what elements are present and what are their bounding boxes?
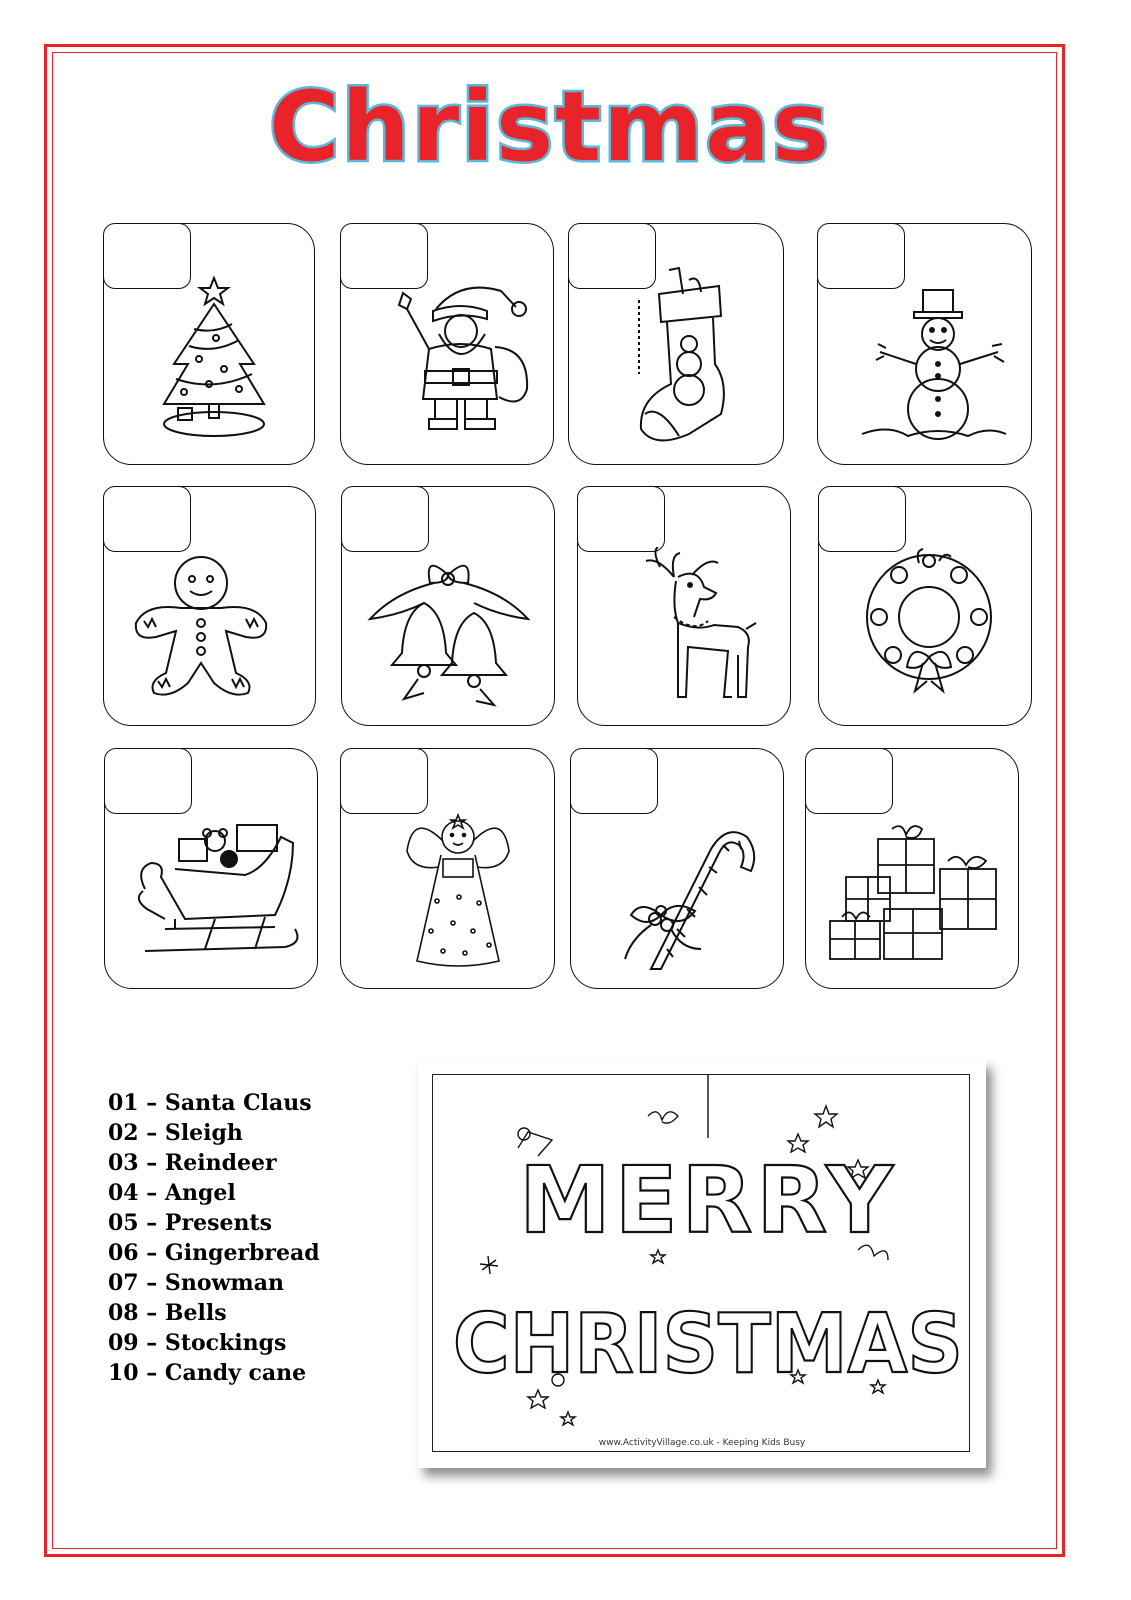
bells-icon [364,553,534,713]
vocabulary-item: 06 – Gingerbread [108,1240,320,1266]
vocabulary-item: 09 – Stockings [108,1330,287,1356]
picture-card-9 [104,748,318,989]
picture-card-4 [817,223,1032,465]
poster-credit: www.ActivityVillage.co.uk - Keeping Kids Busy [598,1438,806,1448]
picture-card-8 [818,486,1032,726]
vocabulary-item: 01 – Santa Claus [108,1090,312,1116]
picture-card-2 [340,223,554,465]
page-title-text: Christmas [268,72,832,182]
vocabulary-item: 04 – Angel [108,1180,236,1206]
answer-box-9[interactable] [104,748,192,814]
sleigh-icon [125,819,305,969]
answer-box-10[interactable] [340,748,428,814]
answer-box-12[interactable] [805,748,893,814]
picture-card-6 [341,486,555,726]
candy-cane-icon [611,819,761,979]
wreath-icon [859,547,999,697]
picture-card-5 [103,486,316,726]
answer-box-8[interactable] [818,486,906,552]
answer-box-11[interactable] [570,748,658,814]
presents-icon [828,821,1008,971]
answer-box-7[interactable] [577,486,665,552]
reindeer-icon [638,547,758,717]
answer-box-5[interactable] [103,486,191,552]
poster-line-merry: MERRY [519,1147,897,1254]
picture-card-7 [577,486,791,726]
vocabulary-item: 03 – Reindeer [108,1150,277,1176]
vocabulary-item: 07 – Snowman [108,1270,284,1296]
christmas-tree-icon [154,274,284,444]
vocabulary-item: 05 – Presents [108,1210,272,1236]
picture-card-10 [340,748,555,989]
page-title [200,72,900,182]
vocabulary-item: 02 – Sleigh [108,1120,243,1146]
picture-card-11 [570,748,784,989]
vocabulary-item: 08 – Bells [108,1300,227,1326]
santa-claus-icon [391,279,531,444]
poster-line-christmas: CHRISTMAS [453,1297,963,1392]
poster-artwork [418,1060,986,1468]
vocabulary-item: 10 – Candy cane [108,1360,307,1386]
merry-christmas-poster [418,1060,986,1468]
answer-box-4[interactable] [817,223,905,289]
vocabulary-list [108,1088,320,1388]
picture-card-3 [568,223,784,465]
picture-card-1 [103,223,315,465]
answer-box-6[interactable] [341,486,429,552]
picture-card-12 [805,748,1019,989]
angel-icon [403,811,513,981]
gingerbread-icon [126,553,276,703]
stocking-icon [609,264,749,454]
snowman-icon [858,284,1008,444]
